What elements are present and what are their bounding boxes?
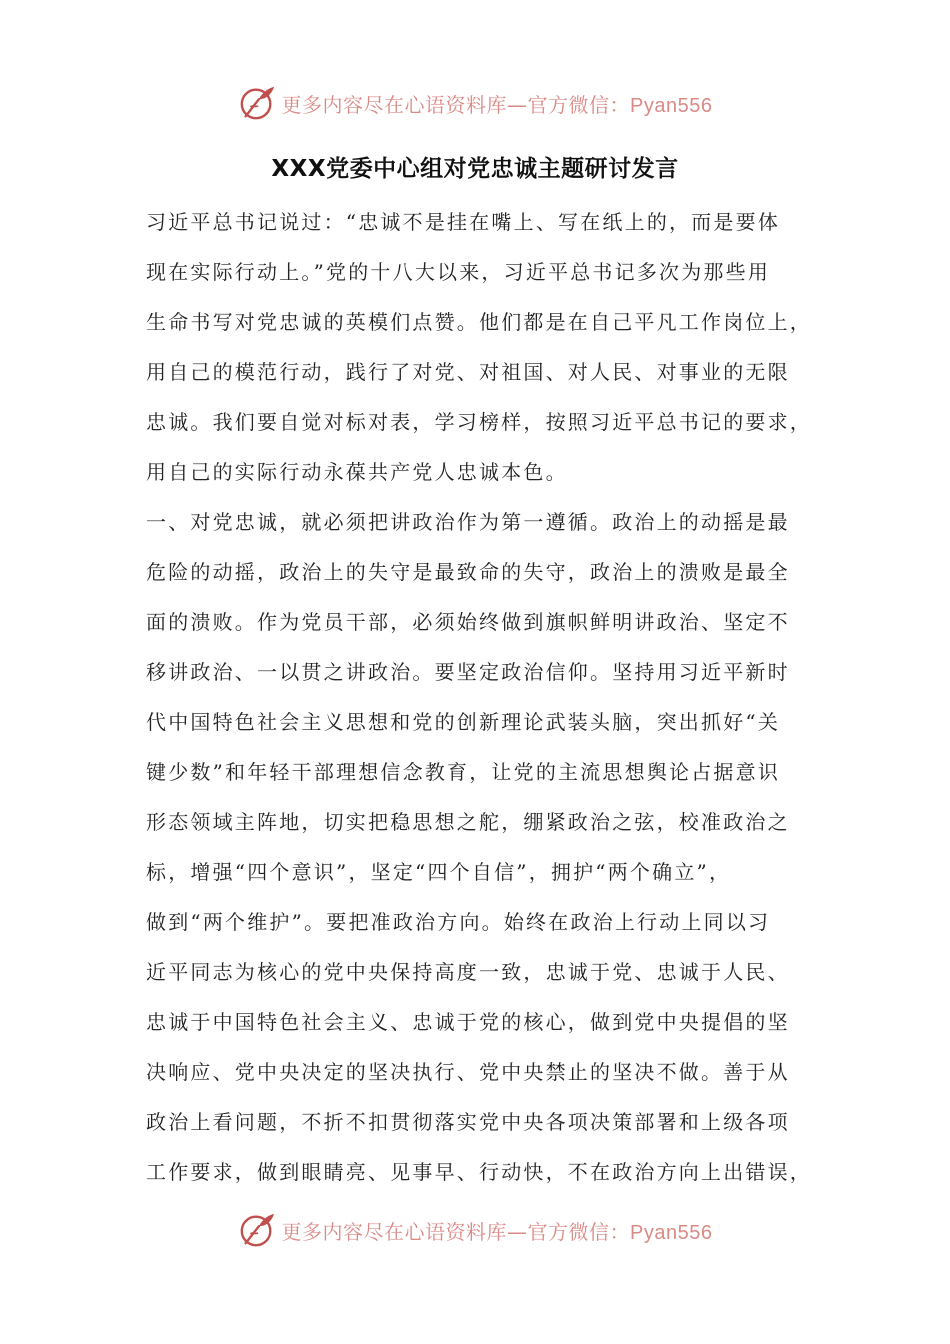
footer-banner [0, 1205, 950, 1255]
body-line: 危险的动摇，政治上的失守是最致命的失守，政治上的溃败是最全 [146, 560, 790, 584]
banner-text: 更多内容尽在心语资料库—官方微信：Pyan556 [281, 1219, 713, 1244]
body-line: 代中国特色社会主义思想和党的创新理论武装头脑，突出抓好“关 [146, 710, 781, 734]
body-line: 用自己的实际行动永葆共产党人忠诚本色。 [146, 460, 568, 484]
body-line: 形态领域主阵地，切实把稳思想之舵，绷紧政治之弦，校准政治之 [146, 810, 790, 834]
body-line: 标，增强“四个意识”，坚定“四个自信”，拥护“两个确立”， [146, 860, 732, 884]
quill-logo-icon [238, 84, 276, 122]
body-line: 习近平总书记说过：“忠诚不是挂在嘴上、写在纸上的，而是要体 [146, 210, 781, 234]
body-line: 一、对党忠诚，就必须把讲政治作为第一遵循。政治上的动摇是最 [146, 510, 790, 534]
banner-text: 更多内容尽在心语资料库—官方微信：Pyan556 [281, 92, 713, 117]
quill-logo-icon [238, 1211, 276, 1249]
body-line: 移讲政治、一以贯之讲政治。要坚定政治信仰。坚持用习近平新时 [146, 660, 790, 684]
document-body [146, 197, 812, 1197]
wechat-handle: Pyan556 [630, 1221, 713, 1244]
body-line: 工作要求，做到眼睛亮、见事早、行动快，不在政治方向上出错误， [146, 1160, 812, 1184]
body-line: 政治上看问题，不折不扣贯彻落实党中央各项决策部署和上级各项 [146, 1110, 790, 1134]
body-line: 现在实际行动上。”党的十八大以来，习近平总书记多次为那些用 [146, 260, 771, 284]
header-banner [0, 78, 950, 128]
body-line: 决响应、党中央决定的坚决执行、党中央禁止的坚决不做。善于从 [146, 1060, 790, 1084]
body-line: 键少数”和年轻干部理想信念教育，让党的主流思想舆论占据意识 [146, 760, 781, 784]
body-line: 忠诚。我们要自觉对标对表，学习榜样，按照习近平总书记的要求， [146, 410, 812, 434]
body-line: 生命书写对党忠诚的英模们点赞。他们都是在自己平凡工作岗位上， [146, 310, 812, 334]
document-title: XXX党委中心组对党忠诚主题研讨发言 [271, 156, 679, 182]
body-line: 面的溃败。作为党员干部，必须始终做到旗帜鲜明讲政治、坚定不 [146, 610, 790, 634]
body-line: 用自己的模范行动，践行了对党、对祖国、对人民、对事业的无限 [146, 360, 790, 384]
wechat-handle: Pyan556 [630, 94, 713, 117]
body-line: 做到“两个维护”。要把准政治方向。始终在政治上行动上同以习 [146, 910, 771, 934]
body-line: 忠诚于中国特色社会主义、忠诚于党的核心，做到党中央提倡的坚 [146, 1010, 790, 1034]
body-line: 近平同志为核心的党中央保持高度一致，忠诚于党、忠诚于人民、 [146, 960, 790, 984]
